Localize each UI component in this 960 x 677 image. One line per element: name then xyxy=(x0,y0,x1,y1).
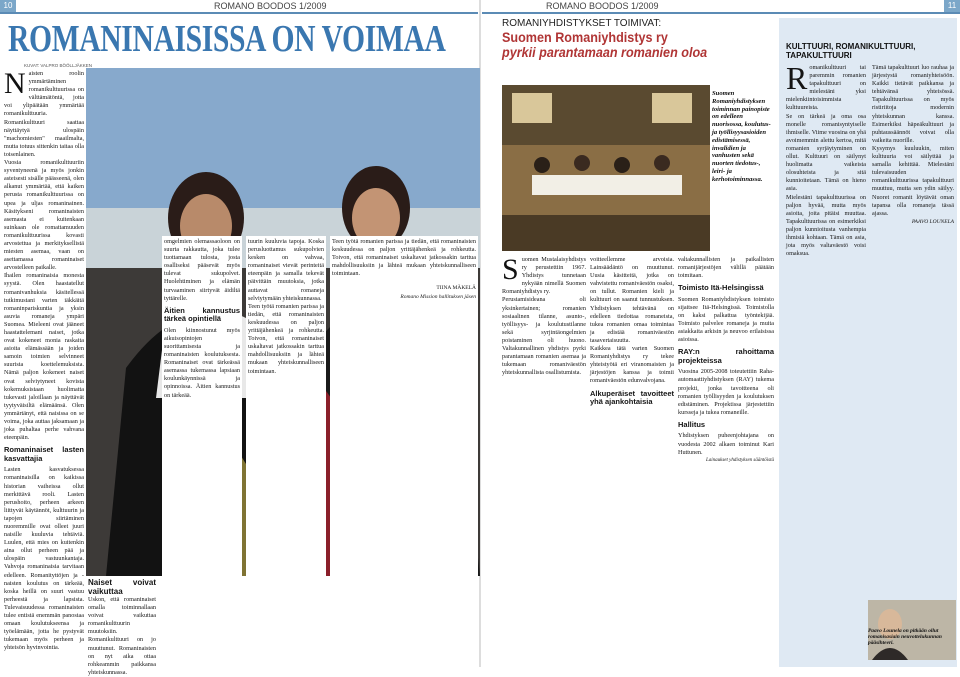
photo-byline: KUVAT: VALPRO BÖÖLLJÄKKEN xyxy=(24,63,93,68)
author-name: TIINA MÄKELÄ xyxy=(436,285,476,292)
col5-placeholder-text: Teen työtä romanien parissa ja tiedän, että romaninaisten keskuudessa on paljon yrittäjähenkeä ja rohkeutta. Toivon, että romaninaiset uskaltavat jatkossakin tarttua mahdollisuuksiin ja lähteä mukaan yhteiskunnalliseen toimintaan. xyxy=(332,238,476,278)
col1-lead-text: aisten roolin ymmärtäminen romanikulttuurissa on välttämätöntä, jotta voi ylipäätään ymmärtää romanikulttuuria. Romanikulttuuri saattaa näyttäytyä ulospäin "machomiesten" maailmalta, mutta totuus sittenkin taitaa olla toisenlainen. xyxy=(4,70,84,158)
sidebar-col1-lead: omanikulttuuri tai paremmin romanien tapakulttuuri on mielestäni yksi mielenkiintoisimmista kulttuureista. xyxy=(786,64,866,112)
col3-subheading: Äitien kannustus tärkeä opintiellä xyxy=(164,305,240,324)
headline-line-2: pyrkii parantamaan romanien oloa xyxy=(502,44,708,60)
col4-paragraph-2: Teen työtä romanien parissa ja tiedän, että romaninaisten keskuudessa on paljon yrittäjähenkeä ja rohkeutta. Toivon, että romaninaiset uskaltavat jatkossakin tarttua mahdollisuuksiin ja lähteä mukaan yhteiskunnalliseen toimintaan. xyxy=(248,302,324,375)
right-col1-lead: uomen Mustalaisyhdistys ry perustettiin 1967. Yhdistys tunnetaan nykyään nimellä Suomen Romaniyhdistys ry. xyxy=(502,256,586,296)
author-role: Romano Mission hallituksen jäsen xyxy=(400,293,476,300)
left-header-rule xyxy=(0,12,478,14)
right-header-rule xyxy=(482,12,960,14)
pull-quote: Suomen Romaniyhdistyksen toiminnan painopiste on edelleen nuorisossa, koulutus- ja työllisyysasioiden edistämisessä, invalidien ja vanhusten sekä nuorten tiedotus-, leiri- ja kerhotoiminnassa. xyxy=(712,90,771,183)
right-col3-paragraph: valtakunnallisten ja paikallisten romanijärjestöjen välillä päätään toimitaan. xyxy=(678,256,774,280)
right-col3-subheading-3: Hallitus xyxy=(678,419,706,429)
right-running-head: ROMANO BOODOS 1/2009 xyxy=(546,1,659,11)
sidebar-drop-cap: R xyxy=(786,60,808,96)
right-page-number: 11 xyxy=(944,0,960,12)
col1-paragraph-4: Lasten kasvatuksessa romaninaisilla on kaikissa historian vaiheissa ollut merkittävä rooli. Lasten perushoito, perheen arkeen liittyvät käytännöt, kulttuurin ja tapojen siirtäminen nuoremmille ovat olleet juuri naisille kuuluvia tehtäviä. Luulen, että mies on kuitenkin aina ollut perheen pää ja ulospäin vastuunkantaja. Vahvoja romaninaisia tarvitaan edelleen. Romanityttöjen ja -naisten koulutus on tärkeää, koska heillä on suuri vastuu perheestä ja lapsista. Tulevaisuudessa romaninaisten tulee entistä enemmän panostaa omaan koulutukseensa ja työelämään, jotta he pystyvät tukemaan myös perheen ja yhteisön hyvinvointia. xyxy=(4,466,84,652)
right-col2-paragraph: voitteellemme arvoisia. Lainsäädäntö on muuttunut. Uusia käsitteitä, jotka on vahvistettu romaniväestön osaksi, on tullut. Romanien kieli ja kulttuuri on saanut tunnustuksen. Yhdistyksen tehtävänä on edelleen tiedottaa romaneista, tukea romanien omaa toimintaa ja edistää romaniväestön tasavertaisuutta. xyxy=(590,256,674,344)
right-col3-subheading-1: Toimisto Itä-Helsingissä xyxy=(678,283,764,293)
right-col3-paragraph-4: Yhdistyksen puheenjohtajana on vuodesta 2002 alkaen toiminut Kari Huttunen. xyxy=(678,432,774,456)
right-col3-subheading-2: RAY:n rahoittama projekteissa xyxy=(678,347,774,365)
col3-paragraph-2: Olen kiinnostunut myös aikuisopintojen suorittamisesta ja romaninaisten koulutuksesta. Romaninaiset ovat tärkeässä asemassa tukemassa lapsiaan koulunkäynnissä ja opinnoissa. Äitien kannustus on tärkeää. xyxy=(164,326,240,399)
sidebar-col2-paragraph: Tämä tapakulttuuri luo rauhaa ja järjestystä romaniyhteisöön. Kaikki tietävät paikkansa ja tehtävänsä yhteisössä. Tapakulttuurissa on myös ristiriitoja modernin yhteiskunnan kanssa. Esimerkiksi häpeäkulttuuri ja puhtaussäännöt voivat olla vaikeita nuorille. xyxy=(872,64,954,144)
right-drop-cap: S xyxy=(502,253,519,286)
meeting-photo-illustration xyxy=(502,85,710,251)
sidebar-column-1 xyxy=(786,60,866,664)
col1-paragraph-2: Vuosia romanikulttuuriin syventyneenä ja myös jonkin asteisesti sisälle päässeenä, olen alkanut ymmärtää, että kaiken perusta romanikulttuurissa on upea ja uljas romaninainen. Käsitykseni romaninaisten asemasta ei kuitenkaan suinkaan ole romattamuuden romanikulttuurissa kovasti arvostettua ja merkityksellistä miesten asemaa, vaan on asettamassa romaninaiset arvostelleen paikalle. xyxy=(4,159,84,272)
sidebar-col2-paragraph-2: Kysymys kuuluukin, miten kulttuuria voi säilyttää ja samalla kehittää. Mielestäni tulevaisuuden romanikulttuurissa tapakulttuuri muuttuu, mutta sen ydin säilyy. Nuoret romanit löytävät oman tapansa olla romaneja tässä ajassa. xyxy=(872,144,954,217)
col3-paragraph: omgelmien olemassaoloon on suurta rakkautta, joka tulee tuottamaan tulosta, josta osalliseksi pääsevät myös tulevat sukupolvet. Huolehtiminen ja elämän turvaaminen siirtyvät äidiltä tyttärelle. xyxy=(164,238,240,302)
right-page-header xyxy=(480,0,960,12)
right-col2-paragraph-2: Kaikkea tätä varten Suomen Romaniyhdistys ry tekee yhteistyötä eri viranomaisten ja järjestöjen kanssa ja toimii romaniväestön edunvalvojana. xyxy=(590,345,674,385)
left-column-4 xyxy=(246,236,326,666)
article-title: ROMANINAISISSA ON VOIMAA xyxy=(8,18,446,60)
right-col2-subheading: Alkuperäiset tavoitteet yhä ajankohtaisia xyxy=(590,388,674,406)
right-kicker: ROMANIYHDISTYKSET TOIMIVAT: xyxy=(502,18,662,29)
photo-caption-box xyxy=(88,578,156,676)
sidebar-col1-paragraph: Se on tärkeä ja oma osa monelle romanisyntyiselle ihmiselle. Viime vuosina on yhä avoimemmin alettu kertoa, mitä romanien syrjäytyminen on ollut. Kulttuuri on säilynyt huolimatta vaikeista olosuhteista ja sitä kunnioitetaan. Tämä on hieno asia. xyxy=(786,112,866,193)
left-column-3 xyxy=(162,236,242,666)
sidebar-column-2 xyxy=(872,64,954,594)
right-col3-paragraph-2: Suomen Romaniyhdistyksen toimisto sijaitsee Itä-Helsingissä. Toimistolla on kaksi palkattua työntekijää. Toimisto palvelee romaneja ja muita asiakkaita arkisin ja neuvoo erilaisissa asioissa. xyxy=(678,295,774,344)
col4-paragraph: tuurin kuuluvia tapoja. Koska perusluottamus sukupolvien kesken on vahvaa, romaninaiset vievät perinteitä eteenpäin ja samalla tekevät päivittäin muutoksia, jotka auttavat romaneja selviytymään yhteiskunnassa. xyxy=(248,238,324,302)
drop-cap: N xyxy=(4,67,26,100)
left-page-header xyxy=(0,0,480,12)
right-col3-paragraph-3: Vuosina 2005-2008 toteutettiin Raha-automaattiyhdistyksen (RAY) tukema projekti, jonka tavoitteena oli romanien työllisyyden ja koulutuksen edistäminen. Projektissa järjestettiin kursseja ja tukea romaneille. xyxy=(678,368,774,416)
right-column-2 xyxy=(590,256,674,666)
sidebar-col1-paragraph-2: Mielestäni tapakulttuurissa on paljon hyvää, mutta myös asioita, joita pitäisi muuttaa. Tapakulttuurissa on esimerkiksi paljon kunnioitusta vanhempia ihmisiä kohtaan. Tämä on asia, jota myös valtaväestö voisi omaksua. xyxy=(786,193,866,258)
sidebar-author: PAAVO LOUNELA xyxy=(911,218,954,225)
right-col1-paragraph: Perustamisideana oli yksinkertainen; romanien sosiaalinen tilanne, asunto-, työllisyys- ja koulutustilanne sekä syrjintäongelmien poistaminen oli huono. Valtakunnallinen yhdistys pyrki parantamaan romanien asemaa ja tukemaan romaniväestön yhteiskunnallista osallistumista. xyxy=(502,296,586,377)
right-column-1 xyxy=(502,253,586,666)
left-running-head: ROMANO BOODOS 1/2009 xyxy=(214,1,327,11)
right-col3-credit: Lainaukset yhdistyksen sääntöistä xyxy=(705,457,774,463)
portrait-caption: Paavo Lounela on pitkään ollut romanisasiain neuvottelukunnan pääsihteeri. xyxy=(868,628,942,647)
meeting-room-photo xyxy=(502,85,710,251)
photo-caption-text: Uskon, että romaninaiset omalla toiminnallaan voivat vaikuttaa romanikulttuurin muutoksiin. Romanikulttuuri on jo muuttunut. Romaninaisten on nyt aika ottaa rohkeammin paikkansa yhteiskunnassa. xyxy=(88,596,156,676)
col1-subheading: Romaninaiset lasten kasvattajia xyxy=(4,445,84,463)
left-column-1 xyxy=(4,67,84,665)
right-column-3 xyxy=(678,256,774,666)
photo-caption-title: Naiset voivat vaikuttaa xyxy=(88,578,156,596)
col1-paragraph-3: Ihailen romaninaisia monesta syystä. Olen haastatellut romanivanhuksia käsitellessä tutkimustani varten iäkkäitä romaninpariskuntia ja yksin asuvia romaneja ympäri Suomea. Mieleeni ovat jääneet haastattelemani naiset, jotka ovat kokeneet monia raskaita asioita elämässään ja joiden samoin toimien selvinneet suurista koettelemuksista. Nämä paljon kokeneet naiset ovat selviytyneet kovista kokemuksistaan huolimatta tukevasti jaloillaan ja näyttävät tyytyväisiltä elämäänsä. Olen ymmärtänyt, että naisissa on se voima, joka auttaa jaksamaan ja joka puhaltaa perhe vahvana eteenpäin. xyxy=(4,272,84,442)
left-column-5 xyxy=(330,236,478,666)
left-page-number: 10 xyxy=(0,0,16,12)
headline-line-1: Suomen Romaniyhdistys ry xyxy=(502,29,668,45)
right-headline xyxy=(502,30,802,60)
sidebar-title: KULTTUURI, ROMANIKULTTUURI, TAPAKULTTUURI xyxy=(786,42,916,60)
